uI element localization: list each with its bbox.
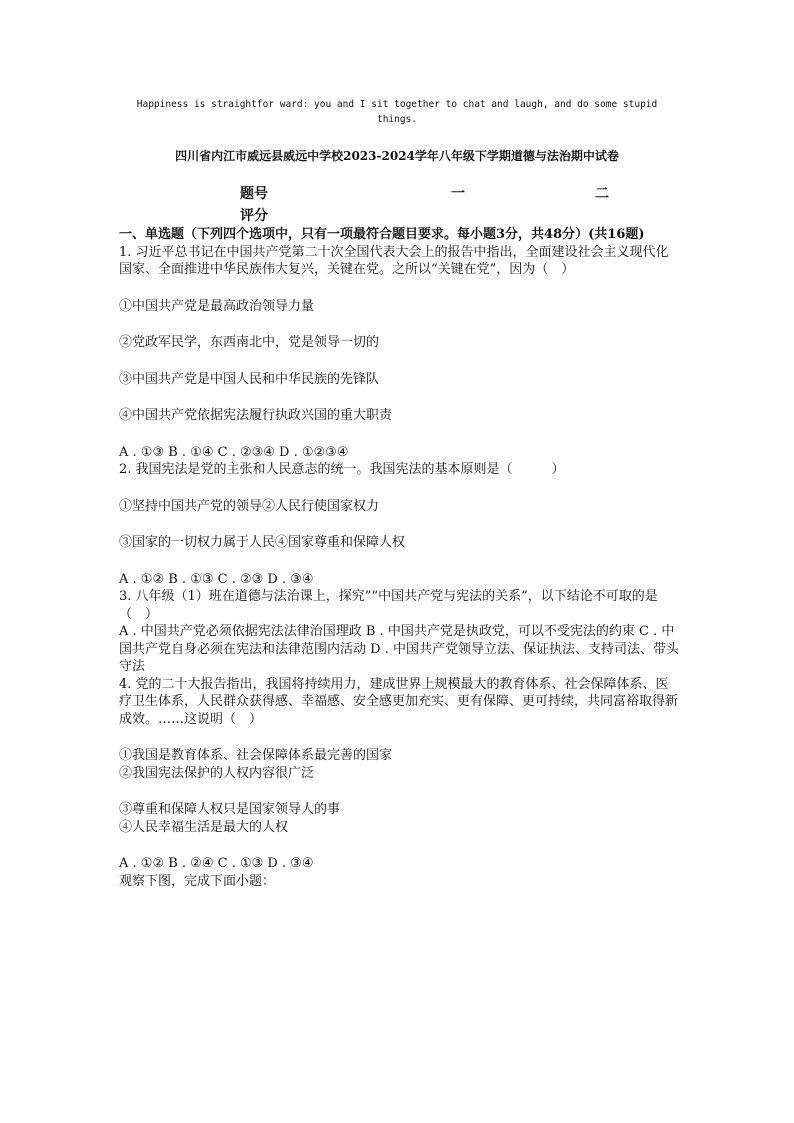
- question-2-choices: A . ①② B . ①③ C . ②③ D . ③④: [119, 571, 314, 587]
- question-4-option-4: ④人民幸福生活是最大的人权: [119, 819, 289, 835]
- question-4-option-3: ③尊重和保障人权只是国家领导人的事: [119, 802, 341, 817]
- figure-prompt: 观察下图，完成下面小题：: [119, 873, 276, 889]
- score-table-label-question-number: 题号: [240, 186, 268, 202]
- question-1-option-1: ①中国共产党是最高政治领导力量: [119, 298, 315, 314]
- question-1-stem: 1. 习近平总书记在中国共产党第二十次全国代表大会上的报告中指出，全面建设社会主义现代化国家、全面推进中华民族伟大复兴，关键在党。之所以“关键在党”，因为（ ）: [119, 244, 669, 277]
- question-2-stem: 2. 我国宪法是党的主张和人民意志的统一。我国宪法的基本原则是（ ）: [119, 462, 565, 477]
- question-3-stem: 3. 八年级（1）班在道德与法治课上，探究”“中国共产党与宪法的关系”，以下结论不可取的是（ ）: [119, 589, 658, 622]
- question-1-option-4: ④中国共产党依据宪法履行执政兴国的重大职责: [119, 408, 393, 423]
- question-4-stem: 4. 党的二十大报告指出，我国将持续用力，建成世界上规模最大的教育体系、社会保障体系、医疗卫生体系，人民群众获得感、幸福感、安全感更加充实、更有保障、更可持续，共同富裕取得新成效。……这说明（ ）: [119, 676, 679, 727]
- question-4-choices: A . ①② B . ②④ C . ①③ D . ③④: [119, 856, 314, 871]
- motto-text: Happiness is straightfor ward: you and I sit together to chat and laugh, and do some stupid things.: [136, 99, 658, 125]
- question-3-choices: A . 中国共产党必须依据宪法法律治国理政 B . 中国共产党是执政党，可以不受宪法的约束 C . 中国共产党自身必须在宪法和法律范围内活动 D . 中国共产党领导立法、保证执法、支持司法、带头守法: [119, 624, 679, 674]
- exam-content: [119, 226, 679, 890]
- question-1-option-2: ②党政军民学，东西南北中，党是领导一切的: [119, 335, 380, 350]
- score-table-label-score: 评分: [240, 208, 268, 224]
- question-4-option-1: ①我国是教育体系、社会保障体系最完善的国家: [119, 748, 393, 763]
- question-1-choices: A . ①③ B . ①④ C . ②③④ D . ①②③④: [119, 444, 349, 460]
- exam-title: 四川省内江市威远县威远中学校2023-2024学年八年级下学期道德与法治期中试卷: [175, 149, 619, 163]
- score-table-col-1: 一: [451, 186, 465, 202]
- score-table-col-2: 二: [595, 186, 609, 202]
- question-2-option-1: ①坚持中国共产党的领导②人民行使国家权力: [119, 498, 380, 514]
- section-heading: 一、单选题（下列四个选项中，只有一项最符合题目要求。每小题3分，共48分）(共16题): [119, 227, 645, 242]
- question-2-option-2: ③国家的一切权力属于人民④国家尊重和保障人权: [119, 535, 406, 550]
- question-1-option-3: ③中国共产党是中国人民和中华民族的先锋队: [119, 371, 380, 387]
- question-4-option-2: ②我国宪法保护的人权内容很广泛: [119, 765, 315, 781]
